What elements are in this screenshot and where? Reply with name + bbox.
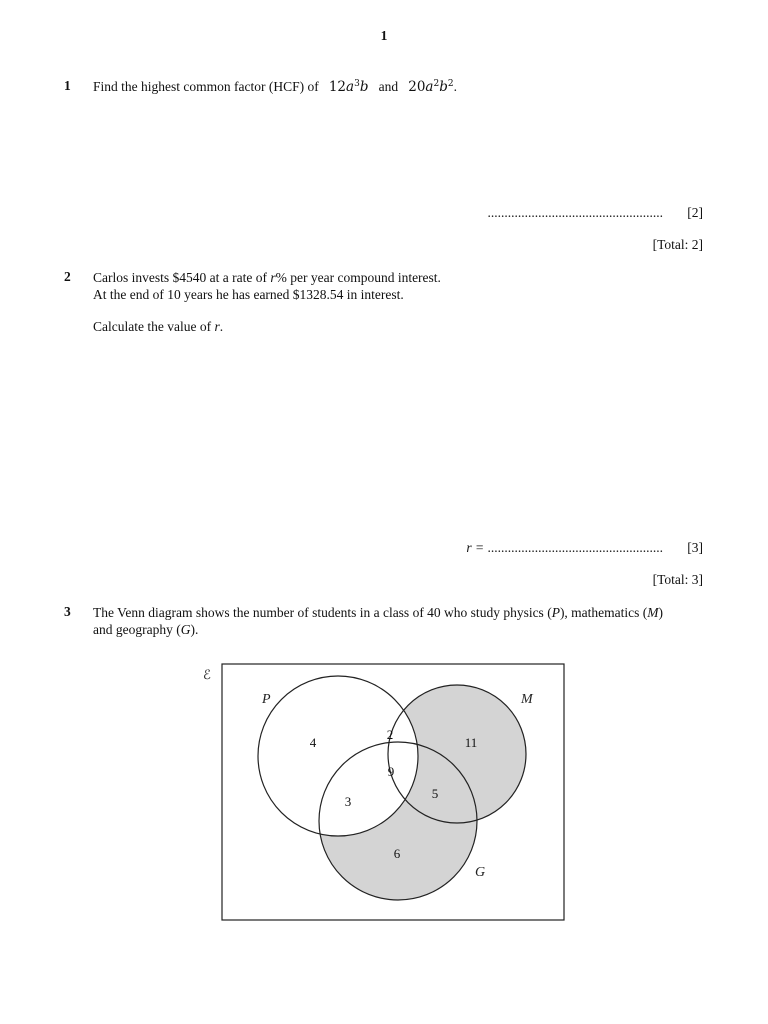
question-1-marks: [2]: [687, 205, 703, 220]
label-p: P: [262, 692, 271, 707]
region-all-three: 9: [387, 764, 395, 779]
region-g-only: 6: [393, 846, 401, 861]
question-1-joiner: and: [378, 79, 399, 94]
question-1-number: 1: [64, 78, 71, 93]
label-m: M: [521, 692, 533, 707]
question-1-text: Find the highest common factor (HCF) of $12a^3b$ and $20a^2b^2$.: [93, 79, 457, 95]
answer-dots: ....................................................: [487, 205, 663, 220]
question-1-prompt: Find the highest common factor (HCF) of: [93, 79, 319, 94]
question-2-line-1: Carlos invests $4540 at a rate of r% per year compound interest.: [93, 270, 441, 285]
region-m-only: 11: [464, 735, 478, 750]
question-2-line-2: At the end of 10 years he has earned $1328.54 in interest.: [93, 287, 404, 302]
question-3-text: The Venn diagram shows the number of students in a class of 40 who study physics (P), mathematics (M) and geography (G).: [93, 605, 664, 637]
region-p-and-m: 2: [386, 727, 394, 742]
question-1-term-2: $20a^2b^2$: [408, 79, 454, 95]
label-g: G: [475, 865, 486, 880]
question-3-number: 3: [64, 604, 71, 619]
venn-diagram: [200, 660, 570, 925]
question-2-total: [Total: 3]: [652, 572, 703, 587]
answer-dots: ....................................................: [487, 540, 663, 555]
question-2-text: [93, 269, 441, 335]
region-p-and-g: 3: [344, 794, 352, 809]
region-m-and-g: 5: [431, 786, 439, 801]
question-1-total: [Total: 2]: [652, 237, 703, 252]
region-p-only: 4: [309, 735, 317, 750]
question-1-answer-line: [488, 205, 704, 221]
answer-label: r =: [466, 540, 485, 555]
page-number: 1: [380, 28, 388, 43]
shade-g: [319, 742, 477, 900]
shaded-region: [319, 685, 526, 900]
question-2-line-3: Calculate the value of r.: [93, 319, 224, 334]
question-2-marks: [3]: [687, 540, 703, 555]
universal-set-symbol: ℰ: [203, 668, 211, 683]
question-2-answer-line: [466, 540, 703, 556]
question-2-number: 2: [64, 269, 71, 284]
question-1-term-1: $12a^3b$: [328, 79, 369, 95]
